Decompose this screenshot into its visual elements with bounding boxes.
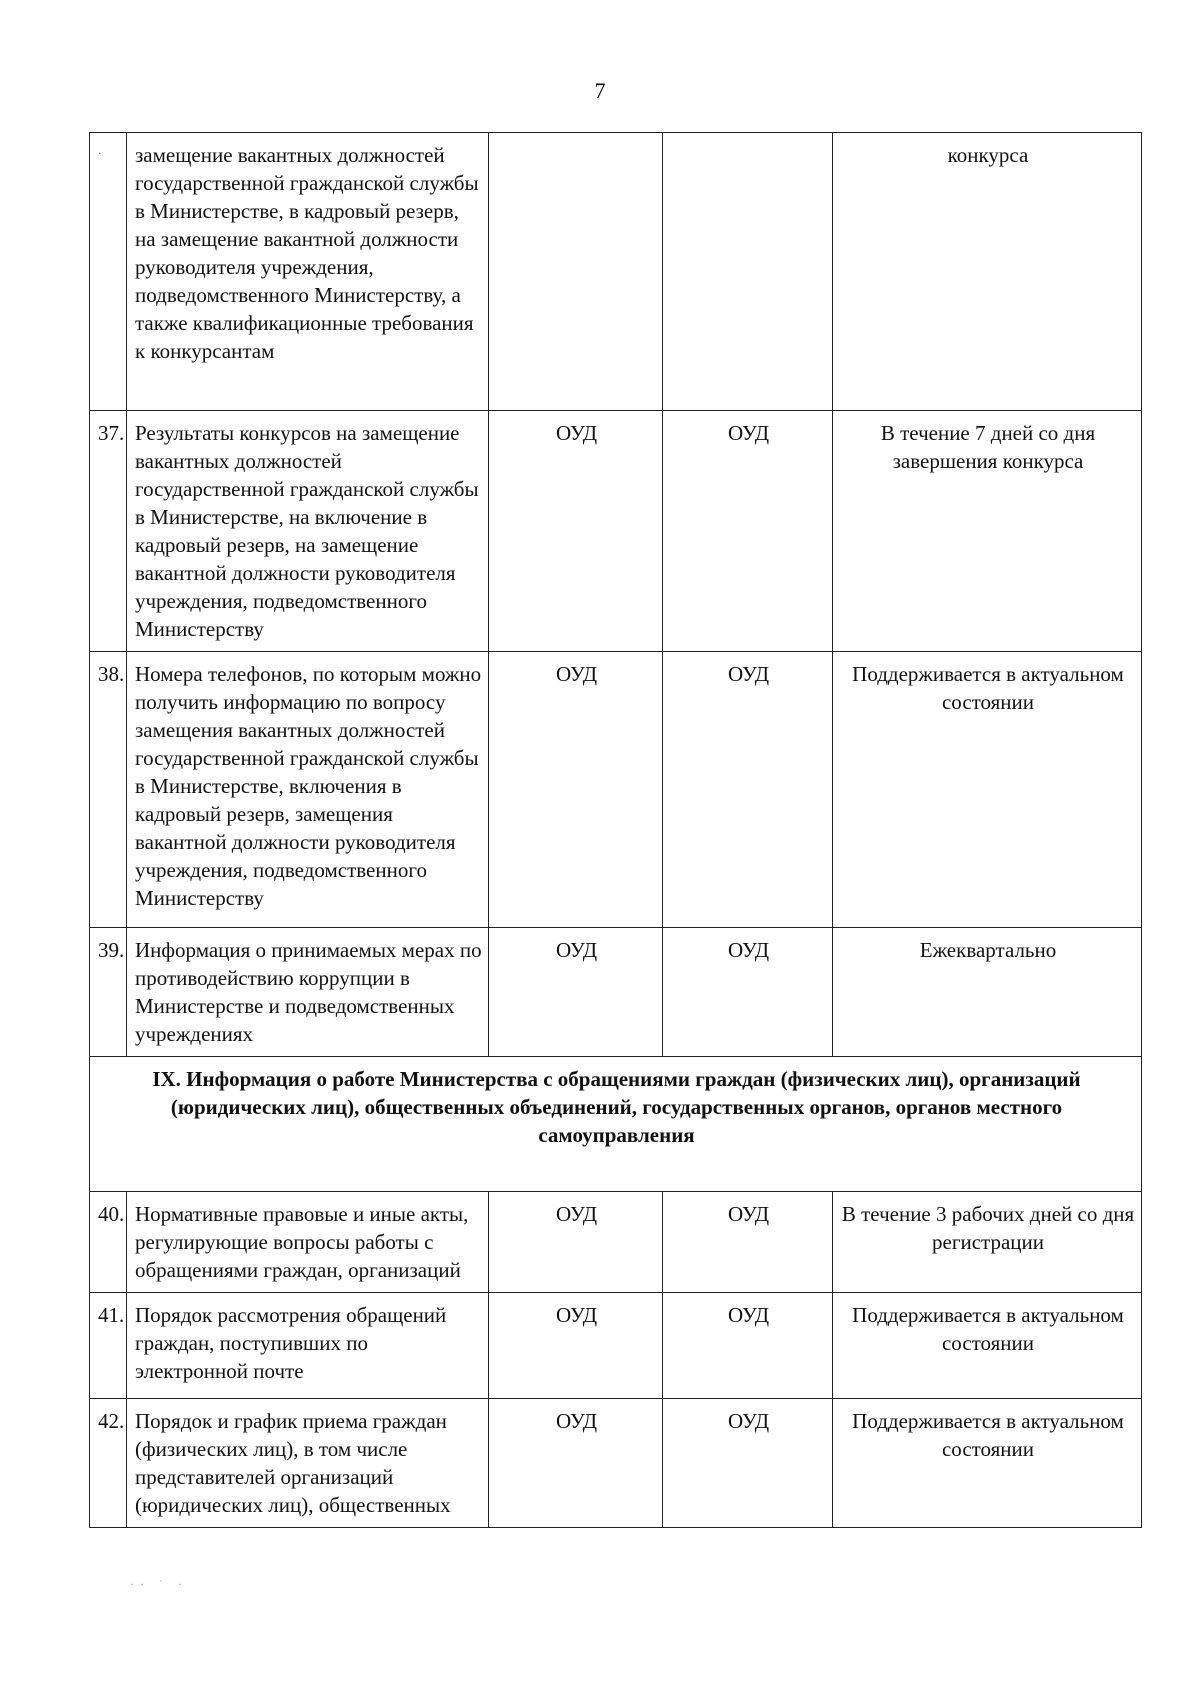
row-description: Нормативные правовые и иные акты, регулирующие вопросы работы с обращениями граждан, организаций <box>127 1192 489 1293</box>
row-responsible: ОУД <box>489 1293 663 1399</box>
row-term: Поддерживается в актуальном состоянии <box>833 1399 1142 1528</box>
row-term: Поддерживается в актуальном состоянии <box>833 652 1142 928</box>
row-provider: ОУД <box>663 1293 833 1399</box>
row-description: Порядок рассмотрения обращений граждан, поступивших по электронной почте <box>127 1293 489 1399</box>
page-number: 7 <box>594 78 606 103</box>
row-responsible: ОУД <box>489 1399 663 1528</box>
row-description: Результаты конкурсов на замещение вакантных должностей государственной гражданской службы в Министерстве, на включение в кадровый резерв, на замещение вакантной должности руководителя учреждения, подведомственного Министерству <box>127 411 489 652</box>
table-row <box>90 411 1142 652</box>
row-number: 42. <box>90 1399 127 1528</box>
row-responsible: ОУД <box>489 928 663 1057</box>
row-description: Информация о принимаемых мерах по противодействию коррупции в Министерстве и подведомственных учреждениях <box>127 928 489 1057</box>
row-number: 38. <box>90 652 127 928</box>
row-term: В течение 3 рабочих дней со дня регистрации <box>833 1192 1142 1293</box>
row-responsible <box>489 133 663 411</box>
row-term: конкурса <box>833 133 1142 411</box>
row-term: В течение 7 дней со дня завершения конкурса <box>833 411 1142 652</box>
row-description: замещение вакантных должностей государственной гражданской службы в Министерстве, в кадровый резерв, на замещение вакантной должности руководителя учреждения, подведомственного Министерству, а также квалификационные требования к конкурсантам <box>127 133 489 411</box>
table-row <box>90 928 1142 1057</box>
section-heading-row <box>90 1057 1142 1192</box>
section-heading: IX. Информация о работе Министерства с обращениями граждан (физических лиц), организаций (юридических лиц), общественных объединений, государственных органов, органов местного самоуправления <box>90 1057 1142 1192</box>
row-term: Поддерживается в актуальном состоянии <box>833 1293 1142 1399</box>
row-provider: ОУД <box>663 1192 833 1293</box>
row-responsible: ОУД <box>489 1192 663 1293</box>
row-provider: ОУД <box>663 1399 833 1528</box>
row-provider <box>663 133 833 411</box>
row-number: · <box>90 133 127 411</box>
row-description: Порядок и график приема граждан (физических лиц), в том числе представителей организаций (юридических лиц), общественных <box>127 1399 489 1528</box>
scan-artifact: ·· ˙ · <box>130 1577 188 1591</box>
table-row <box>90 652 1142 928</box>
row-description: Номера телефонов, по которым можно получить информацию по вопросу замещения вакантных должностей государственной гражданской службы в Министерстве, включения в кадровый резерв, замещения вакантной должности руководителя учреждения, подведомственного Министерству <box>127 652 489 928</box>
row-number: 37. <box>90 411 127 652</box>
row-term: Ежеквартально <box>833 928 1142 1057</box>
row-responsible: ОУД <box>489 411 663 652</box>
row-provider: ОУД <box>663 652 833 928</box>
row-number: 40. <box>90 1192 127 1293</box>
table-row <box>90 133 1142 411</box>
row-provider: ОУД <box>663 928 833 1057</box>
table-row <box>90 1399 1142 1528</box>
row-responsible: ОУД <box>489 652 663 928</box>
disclosure-table <box>89 132 1142 1528</box>
table-row <box>90 1192 1142 1293</box>
table-row <box>90 1293 1142 1399</box>
row-provider: ОУД <box>663 411 833 652</box>
row-number: 41. <box>90 1293 127 1399</box>
row-number: 39. <box>90 928 127 1057</box>
